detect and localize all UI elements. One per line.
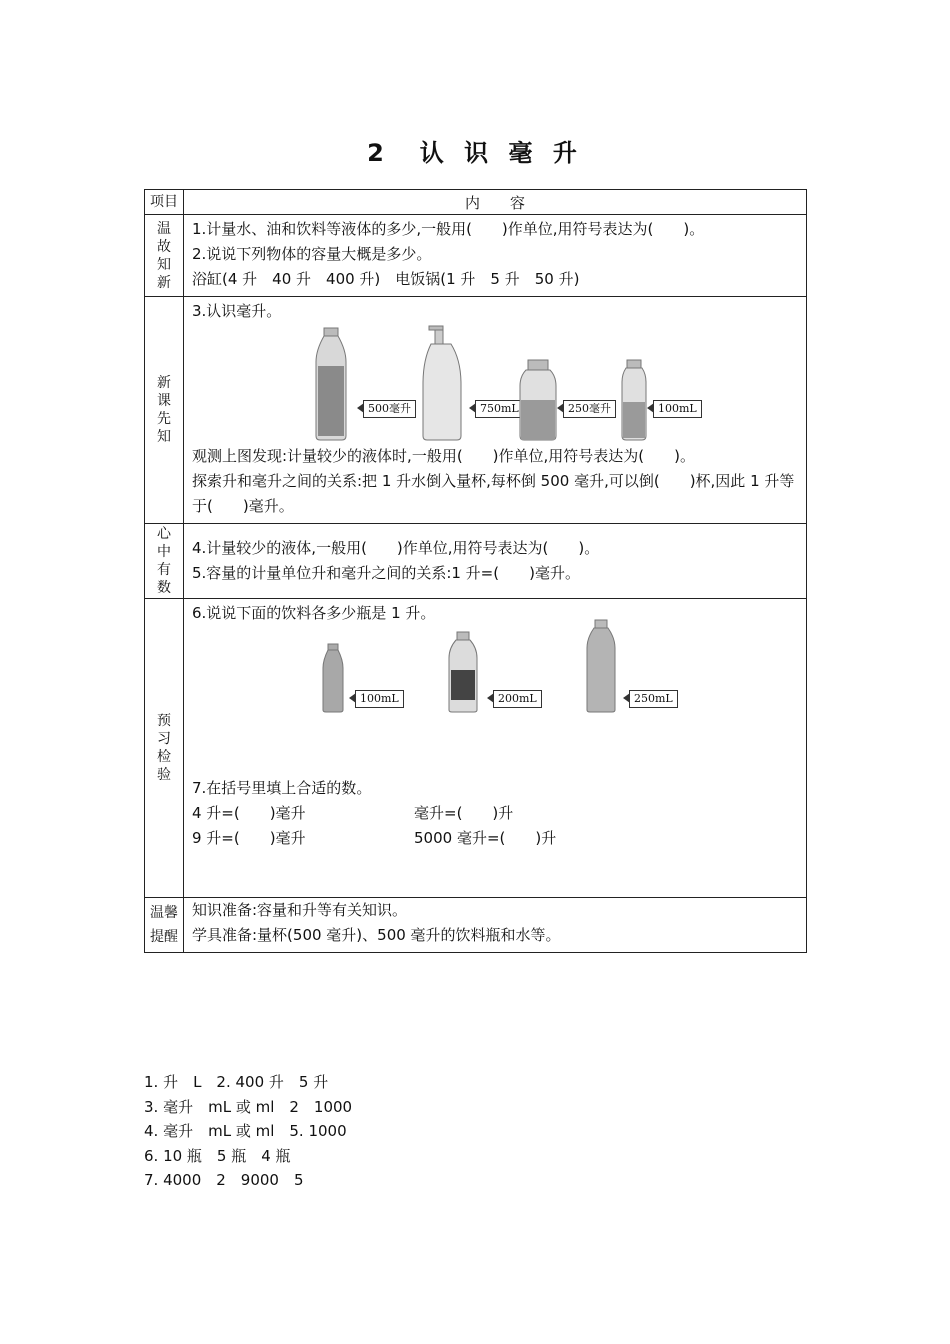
drink-label-3: 250mL [629,690,678,708]
answer-line: 3. 毫升 mL 或 ml 2 1000 [144,1097,353,1116]
question-2: 2.说说下列物体的容量大概是多少。 [192,245,432,263]
drink-figure-row [192,626,798,776]
fill-item: 4 升=( )毫升 [192,804,306,822]
header-item-cell: 项目 [145,190,184,215]
fill-item: 5000 毫升=( )升 [414,829,557,847]
question-6: 6.说说下面的饮料各多少瓶是 1 升。 [192,604,436,622]
bottle-label-1: 500毫升 [363,400,416,418]
question-7: 7.在括号里填上合适的数。 [192,779,372,797]
section-label: 心中有数 [157,526,171,596]
section-label: 新课先知 [157,375,171,445]
bottle-label-4: 100mL [653,400,702,418]
answer-key [144,1070,352,1193]
fill-row-2 [192,826,798,851]
answer-line: 7. 4000 2 9000 5 [144,1171,304,1190]
drink-label-1: 100mL [355,690,404,708]
answer-line: 6. 10 瓶 5 瓶 4 瓶 [144,1146,291,1165]
worksheet-table [144,189,807,953]
drink-bottle-icon [320,642,346,714]
fill-row-1 [192,801,798,826]
pump-bottle-icon [417,324,467,442]
section-preview-check [145,599,807,898]
bottle-label-3: 250毫升 [563,400,616,418]
table-header-row [145,190,807,215]
section-review [145,215,807,297]
question-1: 1.计量水、油和饮料等液体的多少,一般用( )作单位,用符号表达为( )。 [192,220,705,238]
small-bottle-icon [621,358,647,442]
drink-bottle-icon [446,630,480,714]
section-new-lesson [145,297,807,524]
section-summary [145,524,807,599]
drink-bottle-icon [584,618,618,714]
section-label: 预习检验 [157,713,171,783]
answer-line: 4. 毫升 mL 或 ml 5. 1000 [144,1122,347,1141]
question-3: 3.认识毫升。 [192,302,282,320]
question-5: 5.容量的计量单位升和毫升之间的关系:1 升=( )毫升。 [192,564,580,582]
fill-item: 毫升=( )升 [414,804,514,822]
bottle-figure-row [192,324,798,444]
question-2-options: 浴缸(4 升 40 升 400 升) 电饭锅(1 升 5 升 50 升) [192,270,580,288]
section-reminder [145,898,807,953]
drink-label-2: 200mL [493,690,542,708]
juice-bottle-icon [518,358,558,442]
reminder-tools: 学具准备:量杯(500 毫升)、500 毫升的饮料瓶和水等。 [192,926,561,944]
bottle-label-2: 750mL [475,400,524,418]
fill-item: 9 升=( )毫升 [192,829,306,847]
section-label: 温故知新 [157,220,171,291]
water-bottle-icon [310,326,352,442]
question-4: 4.计量较少的液体,一般用( )作单位,用符号表达为( )。 [192,539,600,557]
explore-line: 探索升和毫升之间的关系:把 1 升水倒入量杯,每杯倒 500 毫升,可以倒( )杯,因此 1 升等于( )毫升。 [192,472,795,515]
section-label: 温馨提醒 [150,905,178,945]
page-title: 2 认 识 毫 升 [367,139,583,167]
header-content-cell: 内 容 [184,190,807,215]
observation-line: 观测上图发现:计量较少的液体时,一般用( )作单位,用符号表达为( )。 [192,447,696,465]
answer-line: 1. 升 L 2. 400 升 5 升 [144,1073,329,1091]
reminder-knowledge: 知识准备:容量和升等有关知识。 [192,901,408,919]
